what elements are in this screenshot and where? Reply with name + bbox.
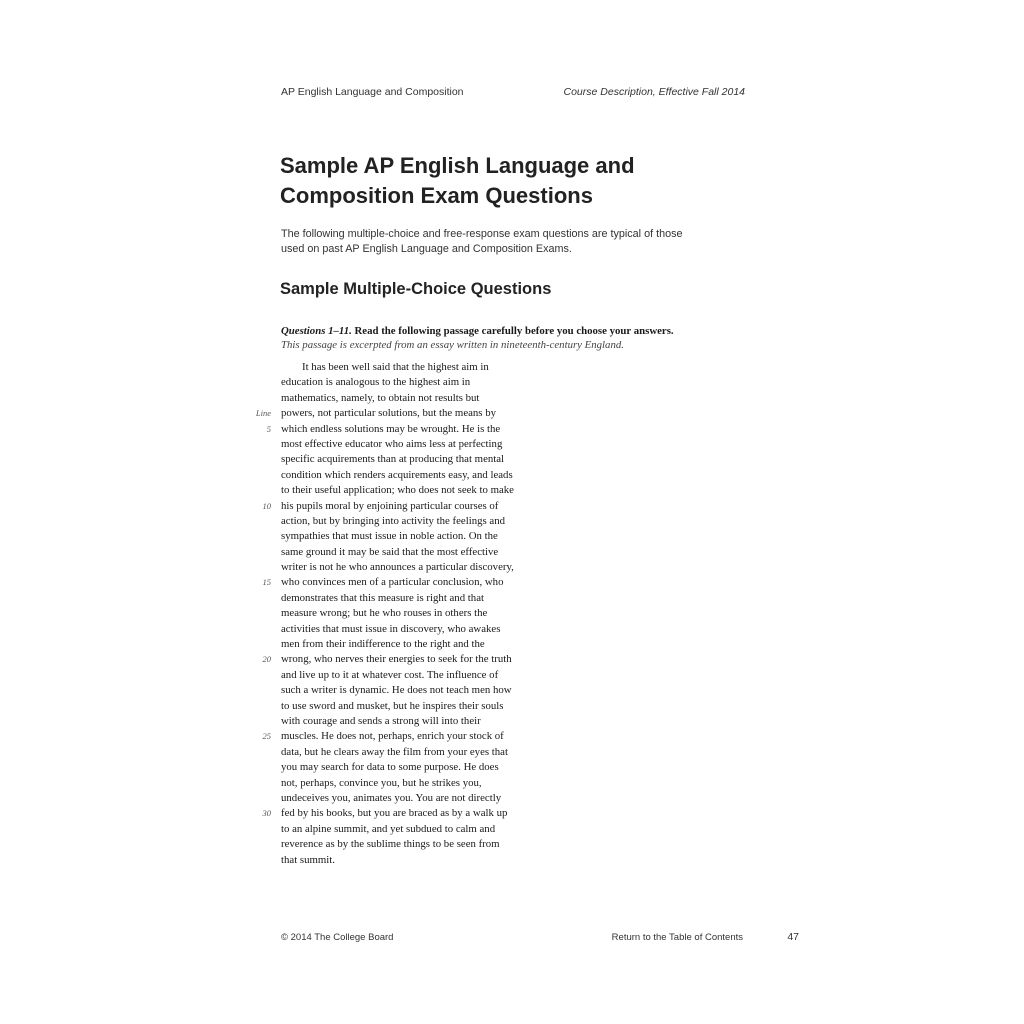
page-footer (281, 932, 799, 946)
passage-line-text: condition which renders acquirements easy, and leads (281, 468, 513, 481)
passage-line-text: and live up to it at whatever cost. The influence of (281, 668, 499, 681)
passage-line (281, 714, 543, 729)
passage-line (262, 806, 543, 821)
copyright-notice: © 2014 The College Board (281, 932, 394, 943)
passage-line (281, 452, 543, 467)
passage-line (262, 575, 543, 590)
line-number: 15 (262, 577, 271, 588)
passage-line-text: sympathies that must issue in noble action. On the (281, 530, 498, 543)
passage-line (266, 422, 543, 437)
passage-line (281, 699, 543, 714)
passage-line (281, 683, 543, 698)
line-number: Line (255, 408, 271, 419)
reading-passage (255, 360, 543, 868)
passage-line (281, 637, 543, 652)
passage-line-text: fed by his books, but you are braced as by a walk up (281, 807, 508, 820)
passage-source-note: This passage is excerpted from an essay written in nineteenth-century England. (281, 339, 624, 351)
passage-line (281, 483, 543, 498)
intro-line-2: used on past AP English Language and Composition Exams. (281, 243, 572, 255)
page-title-line-2: Composition Exam Questions (280, 183, 593, 208)
page-number: 47 (787, 931, 799, 943)
passage-line-text: that summit. (281, 853, 335, 866)
passage-line-text: to an alpine summit, and yet subdued to calm and (281, 822, 496, 835)
intro-paragraph (281, 227, 751, 257)
page-title (280, 151, 750, 211)
passage-line-text: his pupils moral by enjoining particular courses of (281, 499, 499, 512)
passage-line (281, 560, 543, 575)
passage-line-text: activities that must issue in discovery, who awakes (281, 622, 501, 635)
passage-line (281, 468, 543, 483)
passage-line (255, 406, 543, 421)
passage-line (281, 745, 543, 760)
line-number: 10 (262, 500, 271, 511)
passage-line (281, 760, 543, 775)
passage-line (281, 622, 543, 637)
running-header (281, 86, 745, 100)
passage-line-text: action, but by bringing into activity the feelings and (281, 514, 505, 527)
passage-line-text: to use sword and musket, but he inspires their souls (281, 699, 504, 712)
passage-line (281, 837, 543, 852)
passage-line-text: specific acquirements than at producing that mental (281, 453, 505, 466)
passage-line (281, 360, 543, 375)
passage-line (281, 591, 543, 606)
intro-line-1: The following multiple-choice and free-response exam questions are typical of those (281, 228, 683, 240)
instructions-text: Read the following passage carefully before you choose your answers. (354, 325, 674, 337)
section-heading: Sample Multiple-Choice Questions (280, 280, 552, 298)
passage-line (281, 437, 543, 452)
passage-line (281, 529, 543, 544)
passage-line (281, 668, 543, 683)
passage-line (281, 514, 543, 529)
passage-line (281, 776, 543, 791)
passage-line (281, 606, 543, 621)
passage-line (262, 729, 543, 744)
passage-line-text: which endless solutions may be wrought. He is the (281, 422, 501, 435)
return-to-toc-link[interactable]: Return to the Table of Contents (611, 932, 743, 943)
passage-line-text: data, but he clears away the film from your eyes that (281, 745, 508, 758)
passage-line (281, 822, 543, 837)
passage-line-text: men from their indifference to the right and the (281, 638, 485, 651)
passage-line-text: not, perhaps, convince you, but he strikes you, (281, 776, 482, 789)
passage-line (281, 375, 543, 390)
passage-line-text: demonstrates that this measure is right and that (281, 591, 484, 604)
passage-line-text: muscles. He does not, perhaps, enrich your stock of (281, 730, 504, 743)
passage-line-text: with courage and sends a strong will into their (281, 714, 481, 727)
question-instructions (281, 324, 761, 352)
passage-line-text: you may search for data to some purpose. He does (281, 761, 499, 774)
passage-line-text: It has been well said that the highest aim in (302, 361, 489, 373)
passage-line-text: such a writer is dynamic. He does not teach men how (281, 684, 512, 697)
passage-line-text: education is analogous to the highest aim in (281, 376, 471, 389)
page-title-line-1: Sample AP English Language and (280, 153, 635, 178)
passage-line (262, 499, 543, 514)
passage-line-text: who convinces men of a particular conclusion, who (281, 576, 504, 589)
line-number: 5 (266, 423, 271, 434)
passage-line (281, 791, 543, 806)
passage-line (281, 545, 543, 560)
line-number: 30 (262, 808, 271, 819)
line-number: 25 (262, 731, 271, 742)
passage-line (281, 853, 543, 868)
line-number: 20 (262, 654, 271, 665)
passage-line-text: same ground it may be said that the most effective (281, 545, 499, 558)
passage-line (262, 652, 543, 667)
passage-line-text: writer is not he who announces a particular discovery, (281, 561, 514, 574)
header-course-description: Course Description, Effective Fall 2014 (563, 86, 745, 98)
passage-line-text: powers, not particular solutions, but the means by (281, 407, 496, 420)
passage-line-text: reverence as by the sublime things to be seen from (281, 838, 500, 851)
questions-range-label: Questions 1–11. (281, 325, 352, 337)
passage-line-text: measure wrong; but he who rouses in others the (281, 607, 488, 620)
header-course-title: AP English Language and Composition (281, 86, 464, 98)
passage-line-text: undeceives you, animates you. You are not directly (281, 791, 502, 804)
passage-line-text: to their useful application; who does not seek to make (281, 484, 514, 497)
passage-line-text: wrong, who nerves their energies to seek for the truth (281, 653, 512, 666)
passage-line-text: most effective educator who aims less at perfecting (281, 437, 503, 450)
passage-line-text: mathematics, namely, to obtain not results but (281, 391, 480, 404)
passage-line (281, 391, 543, 406)
